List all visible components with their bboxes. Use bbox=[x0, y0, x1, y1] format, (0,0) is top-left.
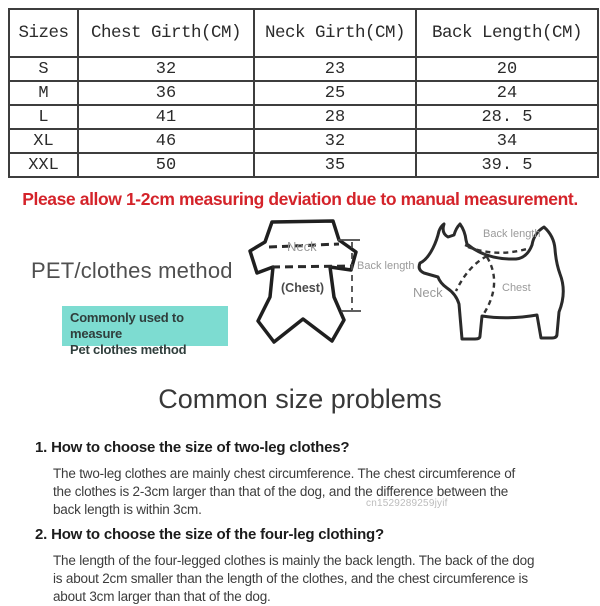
faq-question-2: 2. How to choose the size of the four-leg clothing? bbox=[35, 526, 384, 543]
garment-neck-label: Neck bbox=[287, 239, 317, 254]
neck-cell: 23 bbox=[254, 57, 416, 81]
size-cell: L bbox=[9, 105, 78, 129]
garment-chest-label: (Chest) bbox=[281, 281, 325, 295]
seller-watermark: cn1529289259jyif bbox=[366, 498, 448, 509]
column-header-sizes: Sizes bbox=[9, 9, 78, 57]
faq-answer-2: The length of the four-legged clothes is mainly the back length. The back of the dog is about 2cm smaller than the length of the clothes, and the chest circumference is about 3cm larger than that of the dog. bbox=[53, 553, 535, 604]
neck-cell: 28 bbox=[254, 105, 416, 129]
back-cell: 20 bbox=[416, 57, 598, 81]
neck-cell: 35 bbox=[254, 153, 416, 177]
back-cell: 28. 5 bbox=[416, 105, 598, 129]
back-cell: 39. 5 bbox=[416, 153, 598, 177]
callout-line-2: Pet clothes method bbox=[70, 342, 187, 357]
table-header-row bbox=[9, 9, 598, 57]
faq-answer-1: The two-leg clothes are mainly chest circumference. The chest circumference of the clothes is 2-3cm larger than that of the dog, and the difference between the back length is within 3cm. bbox=[53, 466, 516, 517]
dog-chest-dashed-line bbox=[483, 257, 494, 315]
faq-section-title: Common size problems bbox=[158, 384, 442, 414]
chest-cell: 41 bbox=[78, 105, 254, 129]
size-cell: XL bbox=[9, 129, 78, 153]
dog-chest-label: Chest bbox=[502, 282, 531, 294]
chest-cell: 36 bbox=[78, 81, 254, 105]
faq-question-1: 1. How to choose the size of two-leg clothes? bbox=[35, 439, 350, 456]
back-cell: 24 bbox=[416, 81, 598, 105]
back-cell: 34 bbox=[416, 129, 598, 153]
chest-cell: 46 bbox=[78, 129, 254, 153]
dog-neck-label: Neck bbox=[413, 285, 443, 300]
dog-back-length-label: Back length bbox=[483, 228, 541, 240]
measure-callout-box bbox=[62, 306, 228, 357]
callout-line-1: Commonly used to measure bbox=[70, 310, 184, 341]
neck-cell: 25 bbox=[254, 81, 416, 105]
measurement-deviation-notice: Please allow 1-2cm measuring deviation due to manual measurement. bbox=[22, 189, 578, 209]
table-row bbox=[9, 81, 598, 105]
dog-outline bbox=[419, 224, 563, 339]
pet-method-title: PET/clothes method bbox=[31, 258, 233, 283]
neck-cell: 32 bbox=[254, 129, 416, 153]
table-row bbox=[9, 153, 598, 177]
size-cell: XXL bbox=[9, 153, 78, 177]
dog-neck-dashed-line bbox=[456, 256, 487, 291]
size-cell: M bbox=[9, 81, 78, 105]
garment-chest-dashed-line bbox=[272, 266, 352, 267]
table-row bbox=[9, 105, 598, 129]
table-row bbox=[9, 57, 598, 81]
column-header-neck-girth: Neck Girth(CM) bbox=[254, 9, 416, 57]
column-header-chest-girth: Chest Girth(CM) bbox=[78, 9, 254, 57]
chest-cell: 32 bbox=[78, 57, 254, 81]
column-header-back-length: Back Length(CM) bbox=[416, 9, 598, 57]
garment-back-length-label: Back length bbox=[357, 260, 415, 272]
chest-cell: 50 bbox=[78, 153, 254, 177]
size-chart-table bbox=[8, 8, 599, 178]
table-row bbox=[9, 129, 598, 153]
size-cell: S bbox=[9, 57, 78, 81]
